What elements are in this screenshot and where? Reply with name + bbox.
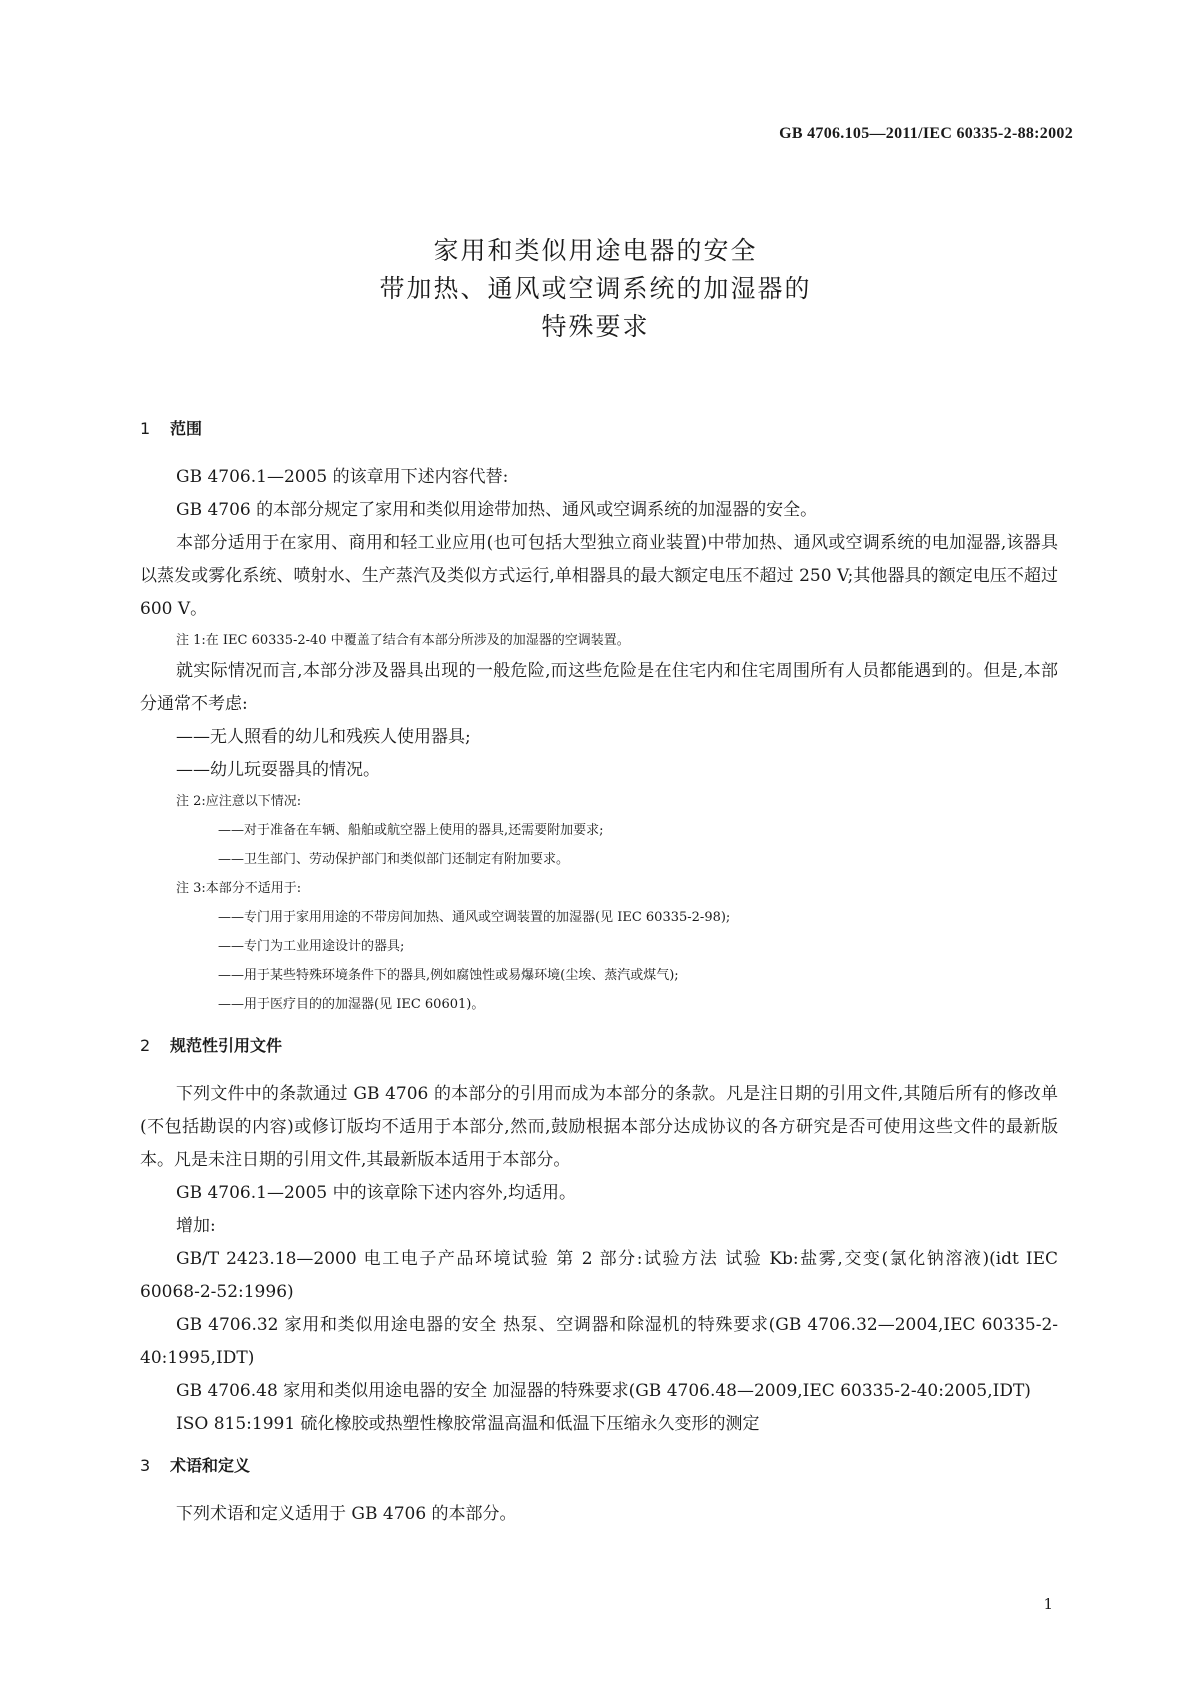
reference-item: ISO 815:1991 硫化橡胶或热塑性橡胶常温高温和低温下压缩永久变形的测定 [176, 1414, 760, 1434]
title-line-3: 特殊要求 [541, 312, 650, 341]
title-line-1: 家用和类似用途电器的安全 [433, 236, 758, 265]
page-number: 1 [1043, 1595, 1053, 1613]
reference-item: GB/T 2423.18—2000 电工电子产品环境试验 第 2 部分:试验方法 试验 Kb:盐雾,交变(氯化钠溶液)(idt IEC 60068-2-52:1996) [140, 1249, 1058, 1302]
note-item: ——专门为工业用途设计的器具; [218, 939, 405, 954]
dash-item: ——无人照看的幼儿和残疾人使用器具; [176, 727, 471, 747]
section-title: 规范性引用文件 [170, 1036, 283, 1055]
note-item: ——用于某些特殊环境条件下的器具,例如腐蚀性或易爆环境(尘埃、蒸汽或煤气); [218, 968, 679, 983]
document-body [140, 412, 1058, 1531]
note-2: 注 2:应注意以下情况: [176, 794, 302, 809]
paragraph: GB 4706 的本部分规定了家用和类似用途带加热、通风或空调系统的加湿器的安全。 [176, 500, 818, 520]
section-2-heading [140, 1029, 1058, 1062]
paragraph: 下列文件中的条款通过 GB 4706 的本部分的引用而成为本部分的条款。凡是注日期的引用文件,其随后所有的修改单(不包括勘误的内容)或修订版均不适用于本部分,然而,鼓励根据本部分达成协议的各方研究是否可使用这些文件的最新版本。凡是未注日期的引用文件,其最新版本适用于本部分。 [140, 1084, 1058, 1170]
note-item: ——专门用于家用用途的不带房间加热、通风或空调装置的加湿器(见 IEC 60335-2-98); [218, 910, 731, 925]
title-line-2: 带加热、通风或空调系统的加湿器的 [379, 274, 812, 303]
section-number: 1 [140, 419, 151, 438]
paragraph: GB 4706.1—2005 中的该章除下述内容外,均适用。 [176, 1183, 577, 1203]
note-item: ——卫生部门、劳动保护部门和类似部门还制定有附加要求。 [218, 852, 570, 867]
paragraph: 本部分适用于在家用、商用和轻工业应用(也可包括大型独立商业装置)中带加热、通风或空调系统的电加湿器,该器具以蒸发或雾化系统、喷射水、生产蒸汽及类似方式运行,单相器具的最大额定电压不超过 250 V;其他器具的额定电压不超过 600 V。 [140, 533, 1058, 619]
reference-item: GB 4706.48 家用和类似用途电器的安全 加湿器的特殊要求(GB 4706.48—2009,IEC 60335-2-40:2005,IDT) [176, 1381, 1031, 1401]
section-number: 2 [140, 1036, 151, 1055]
section-1-heading [140, 412, 1058, 445]
section-title: 术语和定义 [170, 1456, 251, 1475]
section-3-heading [140, 1449, 1058, 1482]
standard-number: GB 4706.105—2011/IEC 60335-2-88:2002 [779, 125, 1073, 142]
paragraph: 就实际情况而言,本部分涉及器具出现的一般危险,而这些危险是在住宅内和住宅周围所有人员都能遇到的。但是,本部分通常不考虑: [140, 661, 1058, 714]
note-item: ——对于准备在车辆、船舶或航空器上使用的器具,还需要附加要求; [218, 823, 604, 838]
note-item: ——用于医疗目的的加湿器(见 IEC 60601)。 [218, 997, 485, 1012]
paragraph: 增加: [176, 1216, 216, 1236]
paragraph: 下列术语和定义适用于 GB 4706 的本部分。 [176, 1504, 517, 1524]
note-1: 注 1:在 IEC 60335-2-40 中覆盖了结合有本部分所涉及的加湿器的空调装置。 [176, 633, 630, 648]
paragraph: GB 4706.1—2005 的该章用下述内容代替: [176, 467, 509, 487]
dash-item: ——幼儿玩耍器具的情况。 [176, 760, 380, 780]
section-title: 范围 [170, 419, 203, 438]
document-title [0, 232, 1191, 346]
section-number: 3 [140, 1456, 151, 1475]
reference-item: GB 4706.32 家用和类似用途电器的安全 热泵、空调器和除湿机的特殊要求(GB 4706.32—2004,IEC 60335-2-40:1995,IDT) [140, 1315, 1058, 1368]
note-3: 注 3:本部分不适用于: [176, 881, 302, 896]
